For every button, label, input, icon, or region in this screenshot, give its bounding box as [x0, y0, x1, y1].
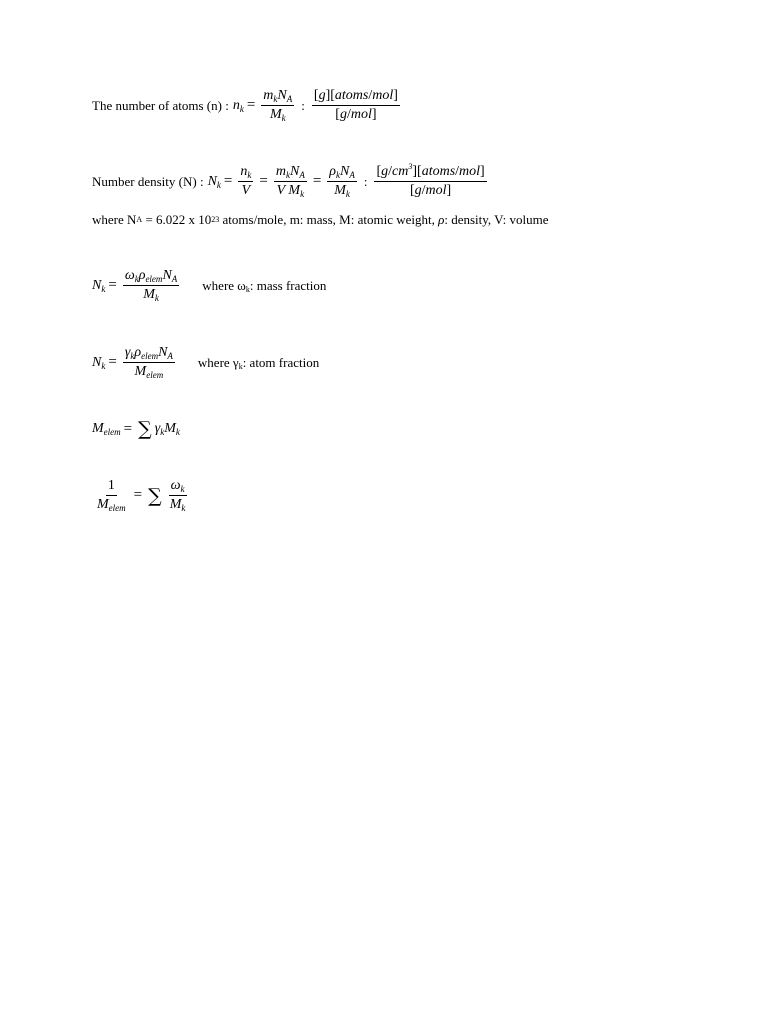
number-density-equation: Number density (N) : $N_k$ = $\frac{n_k}{V}$ = $\frac{m_kN_A}{V M_k}$ = $\frac{\rho_kN_A}{M_k}$ : $\frac{[g/cm^3][atoms/mol]}{\text{[g/mol]}}$ — [92, 162, 485, 199]
definitions-line: where N A = 6.022 x 10 23 atoms/mole, m: mass, M: atomic weight, ρ : density, V: volume — [92, 212, 549, 227]
nk-symbol: $n_k$ — [232, 97, 244, 114]
atom-fraction-note: where $\gamma_k$: atom fraction — [197, 354, 320, 371]
reciprocal-mass-equation: $\frac{1}{M_{elem}}$ = ∑ $\frac{\omega_k}{M_k}$ — [97, 478, 186, 513]
atoms-units-fraction: $\frac{\text{[g][atoms/mol]}}{\text{[g/mol]}}$ — [313, 88, 398, 122]
number-density-label: Number density (N) : — [92, 173, 204, 189]
density-units-fraction: $\frac{[g/cm^3][atoms/mol]}{\text{[g/mol]}}$ — [376, 162, 485, 198]
mass-fraction-equation: $N_k$ = $\frac{\omega_k\rho_{elem}N_A}{M_k}$ where $\omega_k$: mass fraction — [92, 268, 327, 303]
mass-fraction-note: where $\omega_k$: mass fraction — [202, 277, 327, 294]
elem-mass-sum-equation: $M_{elem}$ = ∑ $\gamma_kM_k$ — [92, 418, 180, 440]
atom-fraction-equation: $N_k$ = $\frac{\gamma_k\rho_{elem}N_A}{M_{elem}}$ where $\gamma_k$: atom fraction — [92, 345, 320, 380]
atoms-fraction: $\frac{m_kN_A}{M_k}$ — [263, 88, 293, 123]
number-of-atoms-equation: The number of atoms (n) : $n_k$ = $\frac{m_kN_A}{M_k}$ : $\frac{\text{[g][atoms/mol]}}{\text{[g/mol]}}$ — [92, 88, 398, 123]
sum-symbol: ∑ — [148, 484, 162, 507]
sum-symbol: ∑ — [138, 418, 152, 440]
number-of-atoms-label: The number of atoms (n) : — [92, 97, 229, 113]
